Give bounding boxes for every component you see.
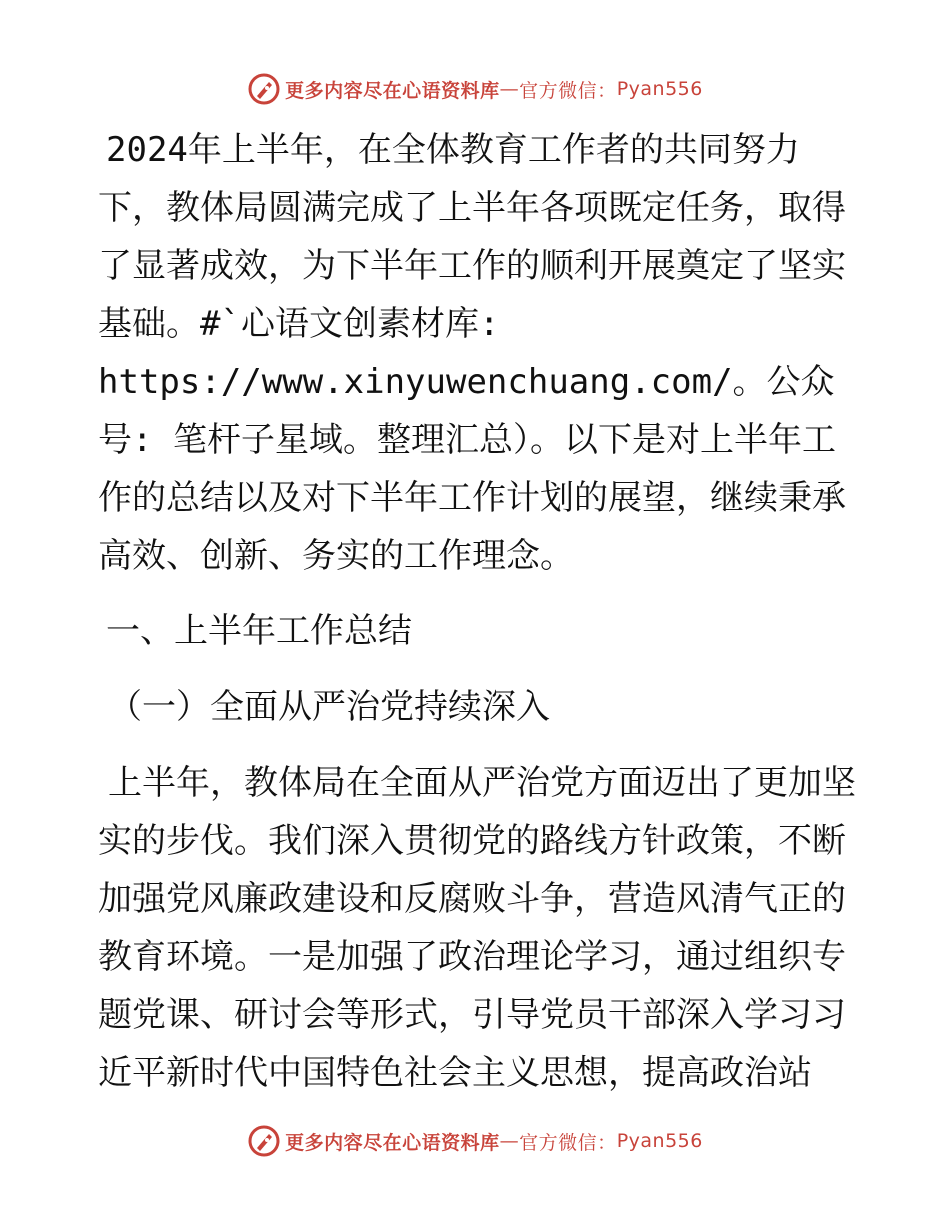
watermark-id: Pyan556 xyxy=(616,78,703,100)
body-paragraph: 上半年，教体局在全面从严治党方面迈出了更加坚实的步伐。我们深入贯彻党的路线方针政策，不断加强党风廉政建设和反腐败斗争，营造风清气正的教育环境。一是加强了政治理论学习，通过组织专题党课、研讨会等形式，引导党员干部深入学习习近平新时代中国特色社会主义思想，提高政治站 xyxy=(98,763,856,1093)
watermark-dash: — xyxy=(499,78,520,100)
watermark-dash: — xyxy=(499,1130,520,1152)
subsection-heading: （一）全面从严治党持续深入 xyxy=(108,687,550,727)
header-watermark xyxy=(0,72,950,106)
watermark-official: 官方微信： xyxy=(519,1131,617,1154)
watermark-text: 更多内容尽在心语资料库 xyxy=(285,1131,500,1154)
footer-watermark xyxy=(0,1124,950,1158)
pen-nib-circle-icon xyxy=(247,1124,281,1158)
document-body xyxy=(98,121,858,1102)
watermark-id: Pyan556 xyxy=(616,1130,703,1152)
pen-nib-circle-icon xyxy=(247,72,281,106)
watermark-text: 更多内容尽在心语资料库 xyxy=(285,79,500,102)
section-heading: 一、上半年工作总结 xyxy=(106,611,412,651)
watermark-official: 官方微信： xyxy=(519,79,617,102)
intro-paragraph: 2024年上半年，在全体教育工作者的共同努力下，教体局圆满完成了上半年各项既定任务，取得了显著成效，为下半年工作的顺利开展奠定了坚实基础。#`心语文创素材库: https://www.xinyuwenchuang.com/。公众号: 笔杆子星域。整理汇总）。以下是对上半年工作的总结以及对下半年工作计划的展望，继续秉承高效、创新、务实的工作理念。 xyxy=(98,130,846,576)
